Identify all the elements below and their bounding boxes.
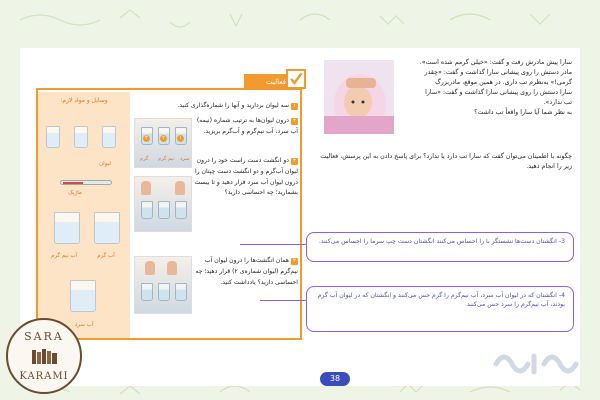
glass-label: لیوان bbox=[99, 161, 111, 167]
sick-girl-photo bbox=[324, 60, 394, 134]
materials-title: وسایل و مواد لازم: bbox=[60, 97, 108, 104]
cup-image bbox=[158, 201, 170, 219]
step-1-text: سه لیوان بردارید و آنها را شماره‌گذاری کنید. bbox=[177, 102, 289, 109]
story-line: تب ندارد». bbox=[543, 99, 572, 106]
cup-number-badge: ۳ bbox=[143, 135, 150, 142]
cup-number-badge: ۱ bbox=[177, 135, 184, 142]
step-number: ۲ bbox=[291, 118, 298, 125]
answer-box-4: 4- انگشتان که در لیوان آب سرد، آب نیم‌گرم را گرم حس می‌کنند و انگشتان که در لیوان آب گرم بودند، آب نیم‌گرم را سرد حس می‌کنند. bbox=[306, 286, 574, 332]
step-3-text: دو انگشت دست راست خود را درون لیوان آب‌گرم و دو انگشت دست چپتان را درون لیوان آب سرد فرار دهید و تا بیست بشمارید؛ چه احساسی دارید؟ bbox=[194, 157, 298, 197]
story-line: به نظر شما آیا سارا واقعاً تب داشت؟ bbox=[474, 109, 572, 116]
page-number: 38 bbox=[320, 372, 350, 386]
step-3 bbox=[194, 156, 298, 199]
step-2-text: درون لیوان‌ها به ترتیب شماره (نیمه) آب سرد، آب نیم‌گرم و آب‌گرم بریزید. bbox=[196, 117, 298, 135]
fingers-photo-1 bbox=[134, 176, 192, 232]
warm-water-label: آب گرم bbox=[97, 253, 115, 259]
books-icon bbox=[30, 348, 60, 366]
hand-image bbox=[175, 181, 185, 195]
activity-title: فعالیت bbox=[244, 74, 302, 90]
cup-image bbox=[175, 201, 187, 219]
step-4-text: همان انگشت‌ها را درون لیوان آب نیم‌گرم (لیوان شماره‌ی ۲) قرار دهید؛ چه احساسی دارید؟ یادداشت کنید. bbox=[195, 257, 298, 286]
story-question: چگونه با اطمینان می‌توان گفت که سارا تب دارد یا ندارد؟ برای پاسخ دادن به این پرسش، فعالیت زیر را انجام دهید. bbox=[320, 153, 572, 170]
step-number: ۱ bbox=[291, 103, 298, 110]
glass-image bbox=[74, 126, 88, 148]
hand-image bbox=[141, 181, 151, 195]
logo-bottom-text: KARAMI bbox=[19, 371, 69, 382]
step-1 bbox=[140, 101, 298, 112]
sara-karami-logo bbox=[6, 318, 82, 394]
cup-image bbox=[158, 283, 170, 301]
story-line: سارا پیش مادرش رفت و گفت: «خیلی گرمم شده است». bbox=[419, 59, 572, 66]
cup-label-hot: گرم bbox=[140, 156, 149, 162]
story-line: گرمی!» به‌نظرم تب داری. در همین موقع، مادربزرگ bbox=[435, 79, 572, 86]
answer-box-3: 3- انگشتان دست‌ها نشستگر با را احساس می‌کنند انگشتان دست چپ سرما را احساس می‌کنند. bbox=[306, 232, 574, 262]
check-icon bbox=[286, 69, 306, 89]
hot-water-label: آب نیم گرم bbox=[50, 253, 78, 259]
hand-image bbox=[145, 261, 155, 275]
marker-label: ماژیک bbox=[68, 190, 82, 196]
cup-image bbox=[141, 283, 153, 301]
cup-image bbox=[175, 283, 187, 301]
logo-top-text: SARA bbox=[24, 330, 64, 343]
step-2 bbox=[194, 116, 298, 138]
warm-water-glass bbox=[54, 212, 80, 244]
watermark-logo bbox=[486, 334, 586, 384]
step-number: ۳ bbox=[291, 158, 298, 165]
answer-pointer-line bbox=[240, 244, 308, 245]
fingers-photo-2 bbox=[134, 256, 192, 314]
cup-label-cold: سرد bbox=[180, 156, 190, 162]
step-4 bbox=[194, 256, 298, 288]
step-number: ۴ bbox=[291, 258, 298, 265]
cup-label-lukewarm: نیم گرم bbox=[158, 156, 175, 162]
hot-water-glass bbox=[94, 212, 120, 244]
glass-image bbox=[46, 126, 60, 148]
cold-water-label: آب سرد bbox=[74, 322, 94, 328]
story-line: سارا دستش را روی پیشانی سارا گذاشت و گفت: «سارا bbox=[425, 89, 572, 96]
marker-image bbox=[60, 180, 112, 185]
hand-image bbox=[167, 261, 177, 275]
cup-number-badge: ۲ bbox=[160, 135, 167, 142]
cold-water-glass bbox=[70, 280, 96, 312]
story-paragraph bbox=[400, 58, 572, 118]
glass-image bbox=[102, 126, 116, 148]
answer-pointer-line bbox=[260, 300, 308, 301]
story-line: مادر دستش را روی پیشانی سارا گذاشت و گفت: «چقدر bbox=[424, 69, 572, 76]
cup-image bbox=[141, 201, 153, 219]
